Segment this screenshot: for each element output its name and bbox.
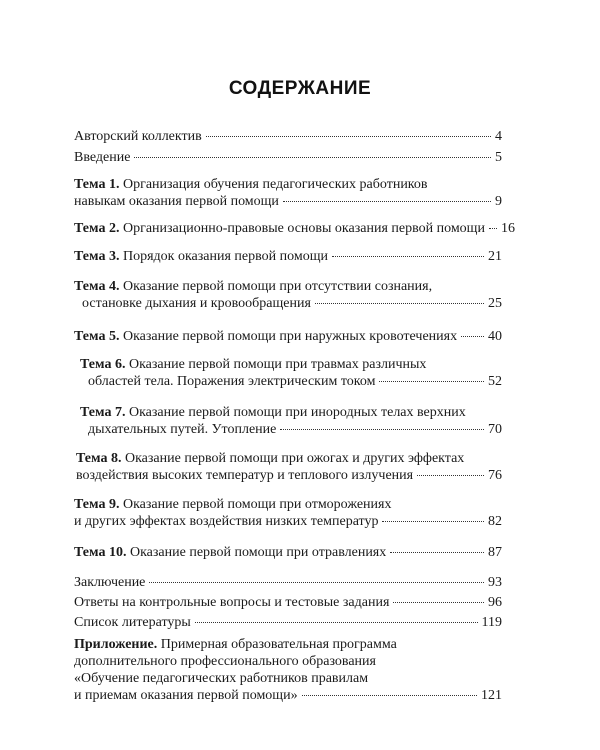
toc-page-number: 96 xyxy=(488,595,502,610)
toc-entry-appendix[interactable] xyxy=(74,636,502,704)
toc-entry-label: Тема 10. xyxy=(74,545,127,560)
toc-entry-text-continued: навыкам оказания первой помощи xyxy=(74,194,279,209)
toc-entry-topic-1[interactable] xyxy=(74,176,502,210)
toc-entry-conclusion[interactable] xyxy=(74,574,502,591)
dot-leader xyxy=(382,521,484,522)
toc-page-number: 25 xyxy=(488,296,502,311)
dot-leader xyxy=(283,201,491,202)
toc-page-number: 93 xyxy=(488,575,502,590)
toc-page-number: 119 xyxy=(481,615,502,630)
toc-entry-topic-9[interactable] xyxy=(74,496,502,530)
toc-entry-text: Введение xyxy=(74,150,131,165)
toc-entry-text: Заключение xyxy=(74,575,146,590)
toc-entry-text: Организационно-правовые основы оказания первой помощи xyxy=(122,221,485,236)
toc-entry-introduction[interactable] xyxy=(74,149,502,166)
toc-entry-label: Тема 1. xyxy=(74,177,120,192)
dot-leader xyxy=(315,303,484,304)
toc-entry-label: Тема 6. xyxy=(80,357,126,372)
toc-entry-text-continued: и других эффектах воздействия низких температур xyxy=(74,514,379,529)
toc-entry-label: Тема 2. xyxy=(74,221,120,236)
toc-entry-text: Оказание первой помощи при наружных кровотечениях xyxy=(122,329,458,344)
toc-page-number: 52 xyxy=(488,374,502,389)
toc-entry-text-continued: воздействия высоких температур и теплового излучения xyxy=(76,468,414,483)
toc-entry-label: Тема 3. xyxy=(74,249,120,264)
toc-entry-text: Оказание первой помощи при отсутствии сознания, xyxy=(122,279,433,294)
toc-entry-topic-2[interactable] xyxy=(74,220,515,237)
toc-entry-authors[interactable] xyxy=(74,128,502,145)
toc-entry-answers[interactable] xyxy=(74,594,502,611)
toc-entry-label: Тема 5. xyxy=(74,329,120,344)
toc-entry-topic-5[interactable] xyxy=(74,328,502,345)
toc-page-number: 21 xyxy=(488,249,502,264)
dot-leader xyxy=(417,475,484,476)
toc-entry-label: Тема 4. xyxy=(74,279,120,294)
toc-entry-references[interactable] xyxy=(74,614,502,631)
dot-leader xyxy=(280,429,484,430)
toc-page-number: 87 xyxy=(488,545,502,560)
toc-entry-text: Организация обучения педагогических работников xyxy=(122,177,428,192)
toc-page-number: 70 xyxy=(488,422,502,437)
toc-page-number: 4 xyxy=(495,129,502,144)
toc-entry-text: Оказание первой помощи при ожогах и других эффектах xyxy=(124,451,465,466)
toc-entry-label: Тема 9. xyxy=(74,497,120,512)
toc-page-number: 76 xyxy=(488,468,502,483)
dot-leader xyxy=(393,602,484,603)
toc-entry-topic-7[interactable] xyxy=(80,404,502,438)
toc-entry-text: Оказание первой помощи при отморожениях xyxy=(122,497,392,512)
toc-page-number: 121 xyxy=(481,688,502,703)
toc-entry-topic-4[interactable] xyxy=(74,278,502,312)
toc-entry-text: Оказание первой помощи при травмах различных xyxy=(128,357,427,372)
toc-page-number: 82 xyxy=(488,514,502,529)
toc-entry-text-continued: «Обучение педагогических работников правилам xyxy=(74,671,369,686)
dot-leader xyxy=(149,582,484,583)
toc-entry-text-continued: областей тела. Поражения электрическим током xyxy=(88,374,376,389)
toc-entry-label: Тема 8. xyxy=(76,451,122,466)
dot-leader xyxy=(461,336,484,337)
toc-entry-topic-3[interactable] xyxy=(74,248,502,265)
toc-entry-text: Примерная образовательная программа xyxy=(160,637,397,652)
dot-leader xyxy=(206,136,491,137)
toc-entry-text: Оказание первой помощи при отравлениях xyxy=(129,545,387,560)
toc-page-number: 16 xyxy=(500,221,515,236)
dot-leader xyxy=(489,228,497,229)
toc-entry-label: Тема 7. xyxy=(80,405,126,420)
toc-page-number: 5 xyxy=(495,150,502,165)
toc-entry-text: Авторский коллектив xyxy=(74,129,202,144)
toc-entry-text-continued: и приемам оказания первой помощи» xyxy=(74,688,298,703)
dot-leader xyxy=(195,622,478,623)
toc-entry-topic-6[interactable] xyxy=(80,356,502,390)
dot-leader xyxy=(379,381,484,382)
page-title: СОДЕРЖАНИЕ xyxy=(228,78,372,99)
toc-entry-text-continued: остановке дыхания и кровообращения xyxy=(82,296,311,311)
dot-leader xyxy=(332,256,484,257)
toc-entry-text: Оказание первой помощи при инородных телах верхних xyxy=(128,405,466,420)
dot-leader xyxy=(134,157,491,158)
toc-page-number: 40 xyxy=(488,329,502,344)
toc-page-number: 9 xyxy=(495,194,502,209)
dot-leader xyxy=(302,695,477,696)
toc-entry-text: Список литературы xyxy=(74,615,191,630)
toc-entry-topic-8[interactable] xyxy=(76,450,502,484)
dot-leader xyxy=(390,552,484,553)
toc-entry-text-continued: дыхательных путей. Утопление xyxy=(88,422,277,437)
toc-entry-label: Приложение. xyxy=(74,637,158,652)
toc-entry-text: Порядок оказания первой помощи xyxy=(122,249,328,264)
toc-entry-topic-10[interactable] xyxy=(74,544,502,561)
toc-entry-text-continued: дополнительного профессионального образования xyxy=(74,654,376,669)
toc-entry-text: Ответы на контрольные вопросы и тестовые задания xyxy=(74,595,390,610)
